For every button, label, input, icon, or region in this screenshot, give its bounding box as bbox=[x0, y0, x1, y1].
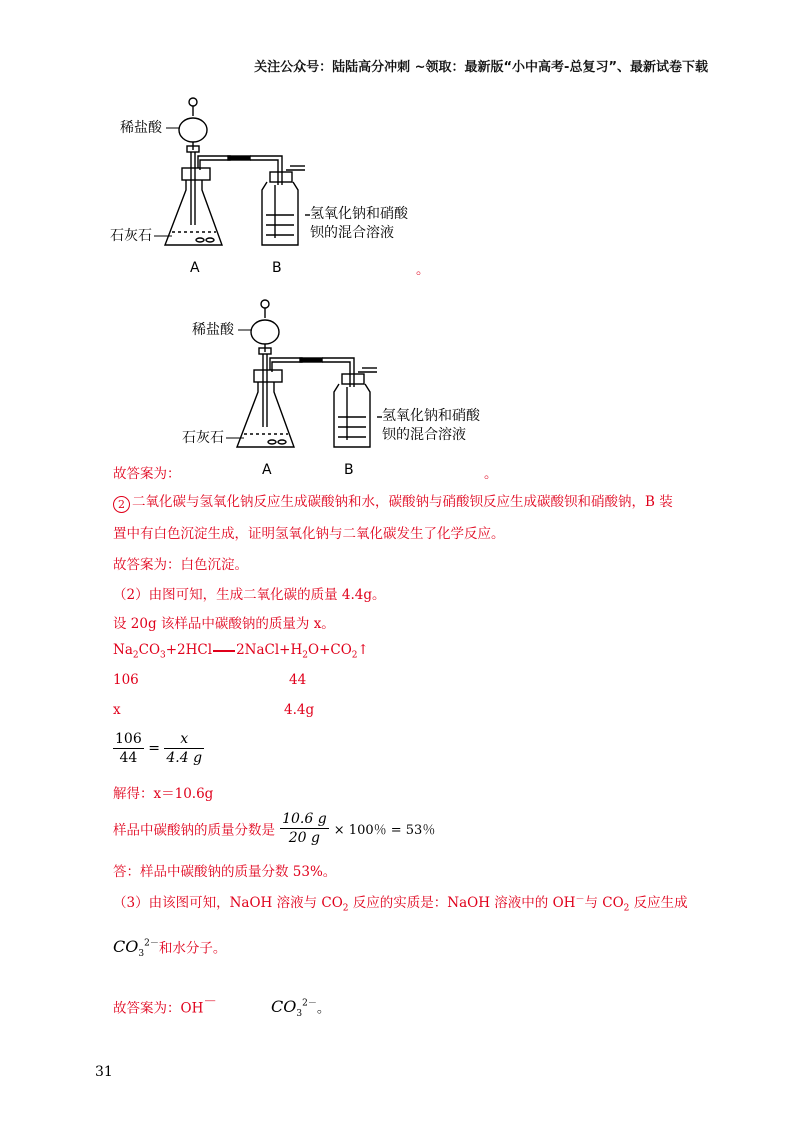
solution-label-1: 氢氧化钠和硝酸 bbox=[382, 408, 480, 424]
flask-label-a: A bbox=[190, 260, 200, 276]
acid-label: 稀盐酸 bbox=[120, 120, 162, 136]
proportion: $\frac{106}{44}$ = $\frac{x}{4.4 g}$ bbox=[115, 731, 203, 766]
ratio-left-2: x bbox=[113, 702, 121, 718]
q3-answer: 故答案为：OH－ $CO_3^{2-}$。 bbox=[113, 994, 331, 1020]
fraction-10.6g-20g: $\frac{10.6 g}{20 g}$ bbox=[282, 811, 327, 846]
solution-label-2: 钡的混合溶液 bbox=[382, 427, 466, 443]
ratio-left-1: 106 bbox=[113, 672, 139, 688]
solution-label-1: 氢氧化钠和硝酸 bbox=[310, 206, 408, 222]
chemical-equation: $Na_2CO_3+2HCl$ $2NaCl+H_2O+CO_2↑$ bbox=[113, 642, 369, 661]
page-number: 31 bbox=[95, 1064, 113, 1080]
carbonate-ion: $CO_3^{2-}$ bbox=[271, 997, 317, 1020]
bottle-label-b: B bbox=[344, 462, 354, 478]
apparatus-diagram-1 bbox=[110, 90, 450, 280]
q2-setup: 设 20g 该样品中碳酸钠的质量为 x。 bbox=[113, 616, 335, 632]
q3-line-2: $CO_3^{2-}$和水分子。 bbox=[113, 937, 227, 960]
circled-number: 2 bbox=[113, 496, 130, 513]
solid-label: 石灰石 bbox=[182, 430, 224, 446]
flask-label-a: A bbox=[262, 462, 272, 478]
answer-white-precipitate: 故答案为：白色沉淀。 bbox=[113, 557, 248, 573]
page-header: 关注公众号：陆陆高分冲刺 ~领取：最新版“小中高考-总复习”、最新试卷下载 bbox=[254, 60, 708, 75]
bottle-label-b: B bbox=[272, 260, 282, 276]
answer-label-1: 故答案为： bbox=[113, 466, 181, 482]
fraction-x-4.4g: $\frac{x}{4.4 g}$ bbox=[166, 731, 203, 766]
apparatus-diagram-2 bbox=[182, 292, 522, 482]
solid-label: 石灰石 bbox=[110, 228, 152, 244]
ratio-right-2: 4.4g bbox=[284, 702, 315, 718]
q2-answer: 答：样品中碳酸钠的质量分数 53%。 bbox=[113, 864, 337, 880]
q2-intro: （2）由图可知，生成二氧化碳的质量 4.4g。 bbox=[113, 587, 386, 603]
explanation-line-1: 2 二氧化碳与氢氧化钠反应生成碳酸钠和水，碳酸钠与硝酸钡反应生成碳酸钡和硝酸钠，B 装 bbox=[113, 490, 673, 513]
ratio-right-1: 44 bbox=[289, 672, 307, 688]
carbonate-ion: $CO_3^{2-}$ bbox=[113, 937, 159, 960]
fraction-106-44: $\frac{106}{44}$ bbox=[115, 731, 142, 766]
equals-bar bbox=[213, 650, 235, 652]
explanation-line-2: 置中有白色沉淀生成，证明氢氧化钠与二氧化碳发生了化学反应。 bbox=[113, 526, 505, 542]
acid-label: 稀盐酸 bbox=[192, 322, 234, 338]
period-1: 。 bbox=[416, 262, 430, 278]
mass-fraction-line: 样品中碳酸钠的质量分数是 $\frac{10.6 g}{20 g}$ × 100％ = 53％ bbox=[113, 811, 436, 846]
solve-result: 解得：x＝10.6g bbox=[113, 786, 214, 802]
period-2: 。 bbox=[484, 466, 498, 482]
q3-line-1: （3）由该图可知，NaOH 溶液与 $CO_2$ 反应的实质是：NaOH 溶液中的 OH－与 $CO_2$ 反应生成 bbox=[113, 894, 688, 914]
solution-label-2: 钡的混合溶液 bbox=[310, 225, 394, 241]
